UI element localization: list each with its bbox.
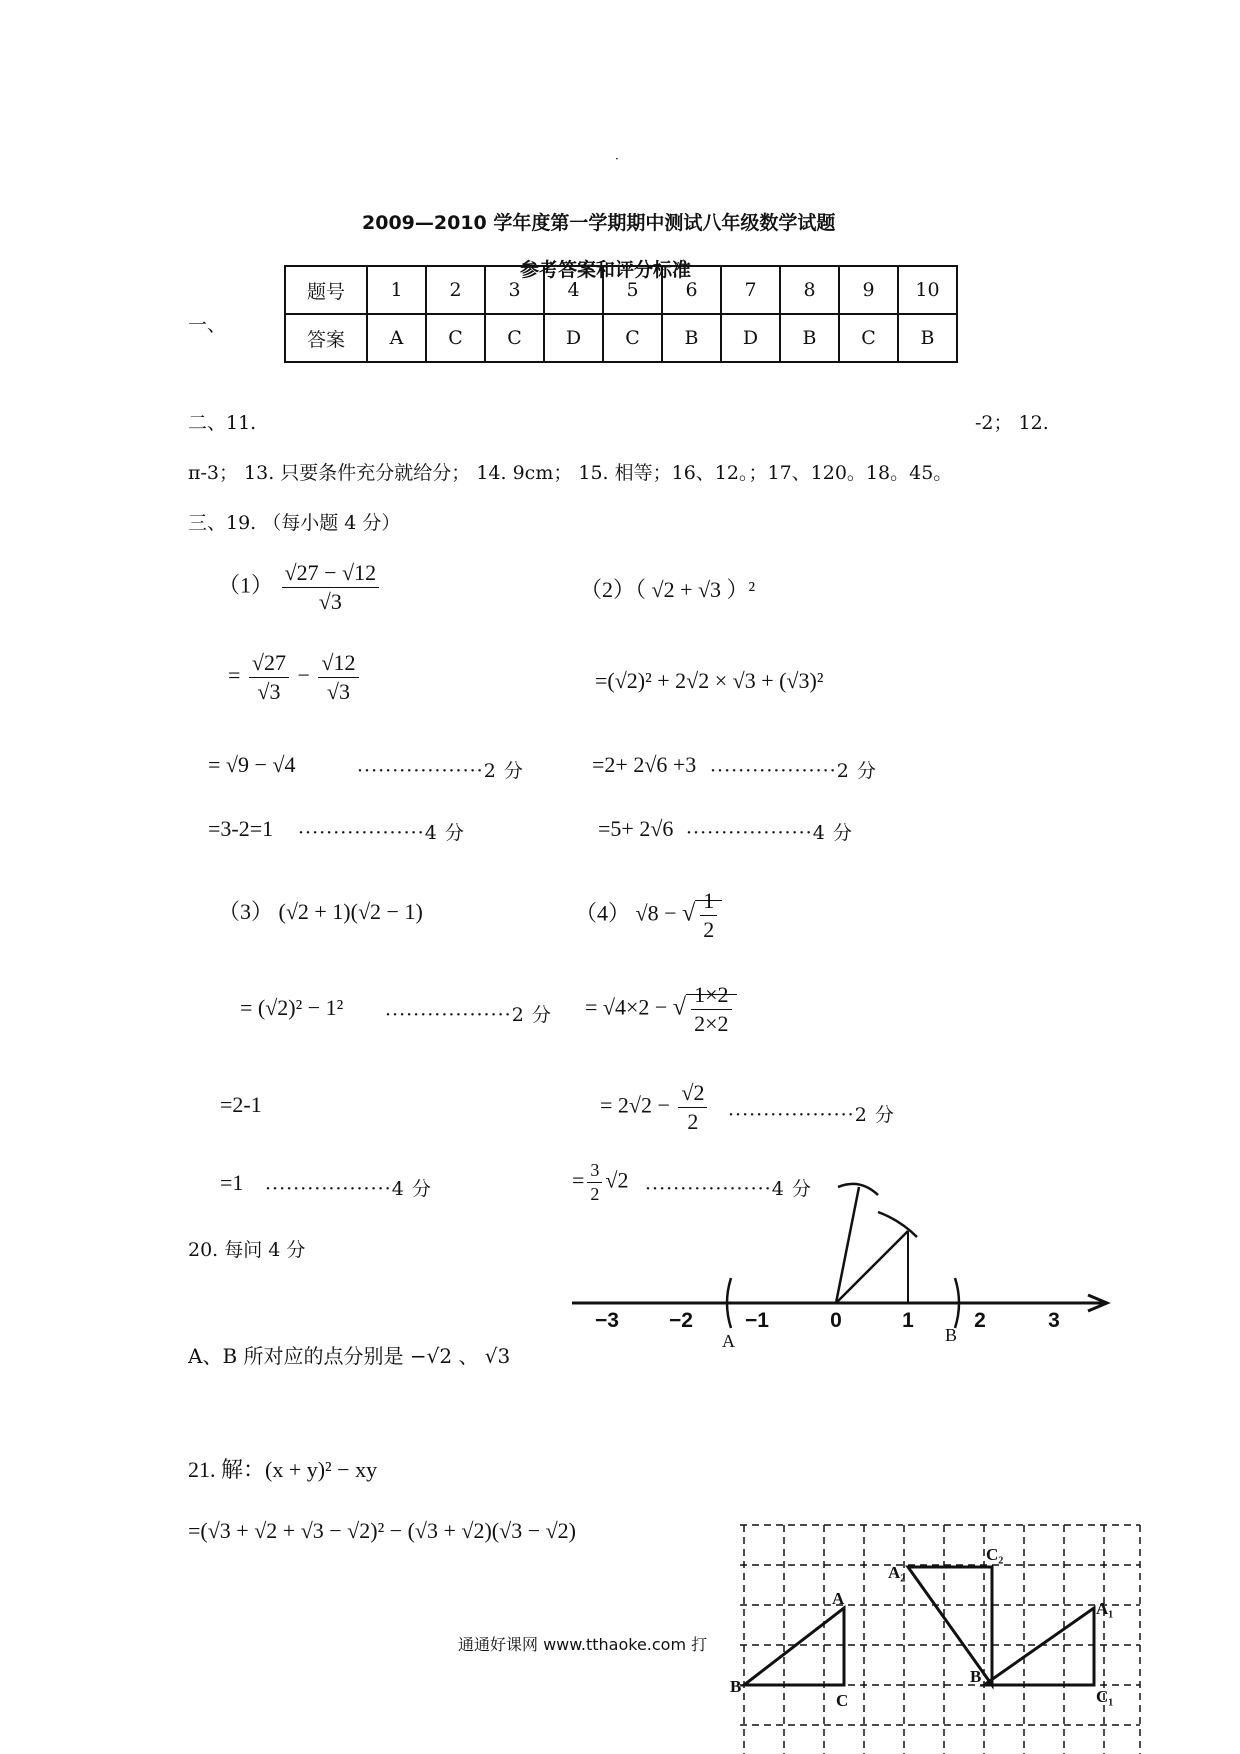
table-cell: B: [898, 314, 957, 362]
grid-figure: [730, 1510, 1150, 1754]
tick-label: −1: [745, 1309, 769, 1332]
tick-label: 0: [830, 1309, 842, 1332]
table-cell: 5: [603, 266, 662, 314]
tick-label: −3: [595, 1309, 619, 1332]
grid-label: A₂: [888, 1563, 906, 1582]
problem-2-step3: =5+ 2√6: [598, 816, 674, 841]
problem-4: （4） √8 − √ $\frac{1}{2}$: [575, 888, 722, 943]
score-dots: ··················4 分: [298, 822, 465, 844]
grid-label: A: [832, 1589, 845, 1608]
table-cell: B: [780, 314, 839, 362]
section2-line2: π-3； 13. 只要条件充分就给分； 14. 9cm； 15. 相等；16、12。；17、120。18。45。: [188, 462, 953, 484]
grid-label: B: [730, 1677, 742, 1696]
problem-3-step3: =1: [220, 1170, 244, 1195]
table-cell: 8: [780, 266, 839, 314]
score-dots: ··················2 分: [710, 760, 877, 782]
problem-1: （1） $\frac{√27 - √12}{√3}$: [218, 560, 382, 615]
table-cell: C: [485, 314, 544, 362]
table-cell: 7: [721, 266, 780, 314]
table-cell: 1: [367, 266, 426, 314]
problem-4-step3: = $\frac{3}{2}$ √2: [572, 1160, 629, 1204]
table-cell: A: [367, 314, 426, 362]
score-dots: ··················2 分: [357, 760, 524, 782]
tick-label: 2: [974, 1309, 986, 1332]
tick-label: −2: [669, 1309, 693, 1332]
grid-lines: [740, 1525, 1140, 1754]
table-cell: C: [426, 314, 485, 362]
header-dot: ·: [615, 152, 619, 166]
number-line-figure: [560, 1175, 1120, 1350]
triangle-a1b1c1: [984, 1608, 1094, 1685]
tick-label: 1: [902, 1309, 914, 1332]
tick-label: 3: [1048, 1309, 1060, 1332]
problem-2-step1: =(√2)² + 2√2 × √3 + (√3)²: [595, 668, 824, 693]
table-cell: 9: [839, 266, 898, 314]
score-dots: ··················4 分: [265, 1178, 432, 1200]
grid-label: C₂: [986, 1545, 1004, 1564]
score-dots: ··················2 分: [385, 1004, 552, 1026]
problem-3-step1: = (√2)² − 1²: [240, 995, 344, 1020]
q21-line2: =(√3 + √2 + √3 − √2)² − (√3 + √2)(√3 − √2): [188, 1518, 576, 1543]
grid-label: A₁: [1096, 1599, 1114, 1618]
table-cell: C: [839, 314, 898, 362]
table-row: [285, 314, 957, 362]
score-dots: ··················4 分: [686, 822, 853, 844]
answer-table: [284, 265, 958, 363]
table-cell: B: [662, 314, 721, 362]
page-subtitle: 参考答案和评分标准: [520, 259, 692, 281]
section1-label: 一、: [188, 314, 227, 336]
grid-label: C₁: [1096, 1687, 1114, 1706]
table-cell: C: [603, 314, 662, 362]
construction-line: [836, 1187, 859, 1303]
table-cell: 4: [544, 266, 603, 314]
section3-heading: 三、19. （每小题 4 分）: [188, 512, 401, 534]
problem-2: （2）（ √2 + √3 ）²: [580, 577, 756, 602]
section2-ans11: -2； 12.: [975, 412, 1049, 434]
point-label-a: A: [722, 1331, 735, 1350]
grid-label: B: [970, 1667, 982, 1686]
page-title: 2009—2010 学年度第一学期期中测试八年级数学试题: [362, 212, 836, 234]
problem-1-step3: =3-2=1: [208, 816, 274, 841]
score-dots: ··················4 分: [645, 1178, 812, 1200]
compass-arc: [878, 1212, 917, 1237]
problem-4-step2: = 2√2 − $\frac{√2}{2}$: [600, 1080, 710, 1135]
point-label-b: B: [945, 1325, 958, 1345]
table-header-cell: 题号: [285, 266, 367, 314]
score-dots: ··················2 分: [728, 1104, 895, 1126]
table-cell: 2: [426, 266, 485, 314]
construction-line: [836, 1231, 908, 1303]
problem-1-step2: = √9 − √4: [208, 752, 296, 777]
problem-3: （3） (√2 + 1)(√2 − 1): [218, 899, 423, 924]
q21-label: 21. 解：(x + y)² − xy: [188, 1457, 378, 1482]
problem-3-step2: =2-1: [220, 1092, 262, 1117]
problem-2-step2: =2+ 2√6 +3: [592, 752, 697, 777]
footer-watermark: 通通好课网 www.tthaoke.com 打: [458, 1635, 708, 1654]
q20-answer: A、B 所对应的点分别是 −√2 、 √3: [188, 1344, 511, 1368]
problem-1-step1: = $\frac{√27}{√3}$ − $\frac{√12}{√3}$: [228, 650, 362, 705]
table-row: [285, 266, 957, 314]
table-header-cell: 答案: [285, 314, 367, 362]
problem-4-step1: = √4×2 − √ $\frac{1\times 2}{2\times 2}$: [585, 982, 737, 1037]
section2-prefix: 二、11.: [188, 412, 257, 434]
q20-label: 20. 每问 4 分: [188, 1239, 306, 1261]
table-cell: 6: [662, 266, 721, 314]
table-cell: 3: [485, 266, 544, 314]
grid-label: C: [836, 1691, 849, 1710]
table-cell: D: [544, 314, 603, 362]
table-cell: 10: [898, 266, 957, 314]
table-cell: D: [721, 314, 780, 362]
triangle-abc: [744, 1608, 844, 1685]
